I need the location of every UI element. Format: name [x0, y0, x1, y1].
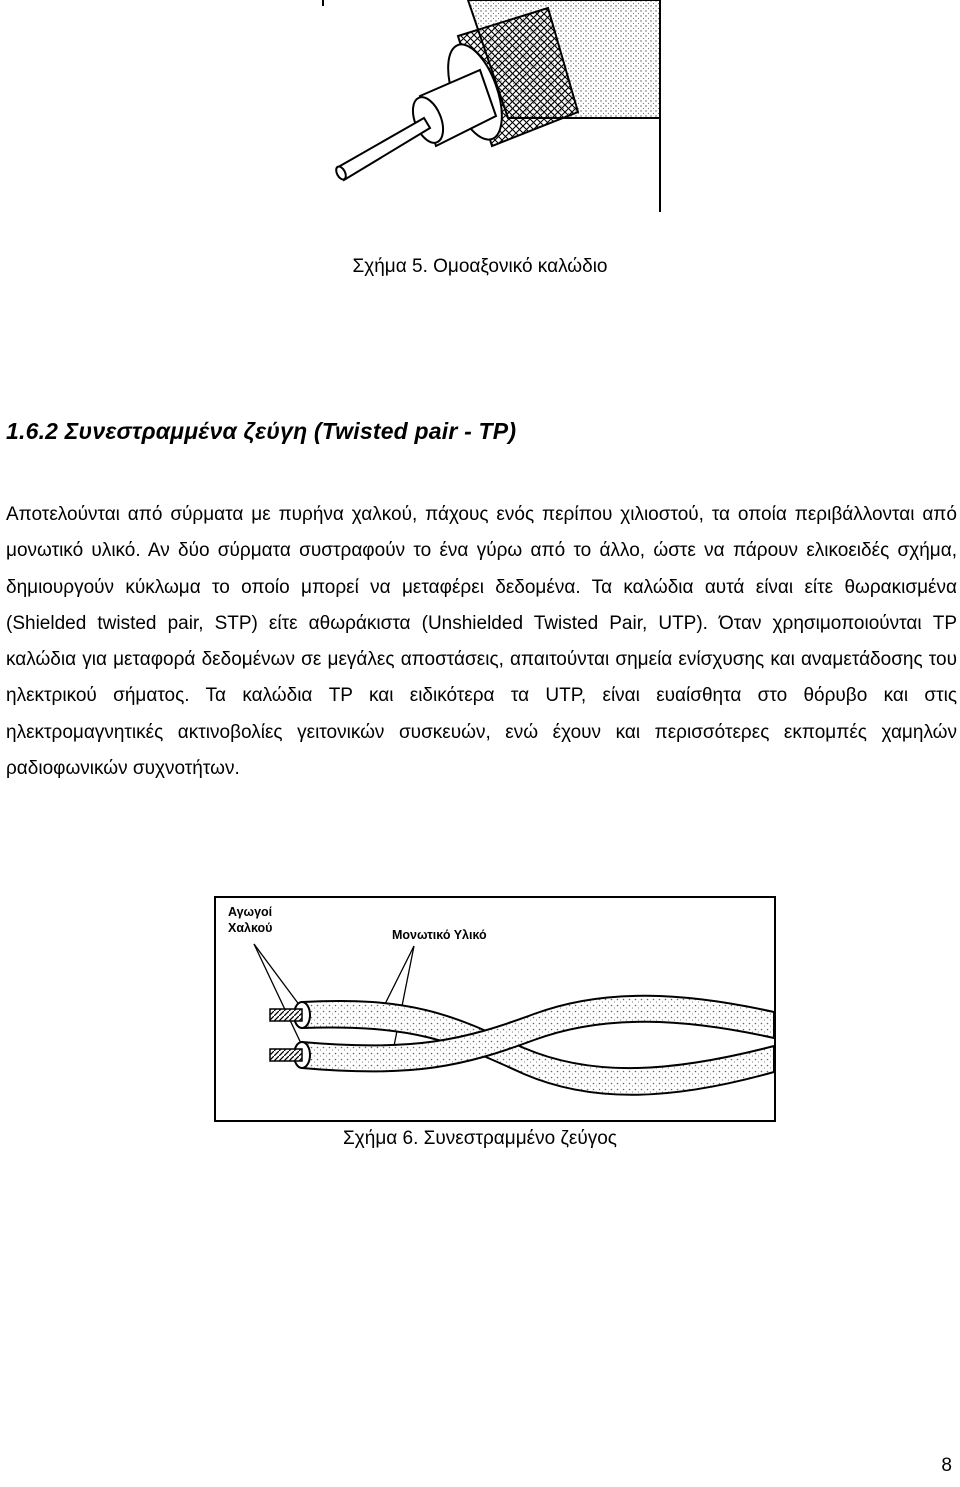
insulation-leader-line: [384, 946, 414, 1006]
copper-core: [340, 118, 430, 180]
label-insulation: Μονωτικό Υλικό: [392, 928, 487, 942]
label-conductors-line1: Αγωγοί: [228, 905, 273, 919]
section-heading: 1.6.2 Συνεστραμμένα ζεύγη (Twisted pair - TP): [6, 418, 517, 444]
conductor-leader-line: [254, 944, 306, 1054]
body-paragraph: Αποτελούνται από σύρματα με πυρήνα χαλκού, πάχους ενός περίπου χιλιοστού, τα οποία περιβάλλονται από μονωτικό υλικό. Αν δύο σύρματα συστραφούν το ένα γύρω από το άλλο, ώστε να πάρουν ελικοειδές σχήμα, δημιουργούν κύκλωμα το οποίο μπορεί να μεταφέρει δεδομένα. Τα καλώδια αυτά είναι είτε θωρακισμένα (Shielded twisted pair, STP) είτε αθωράκιστα (Unshielded Twisted Pair, UTP). Όταν χρησιμοποιούνται TP καλώδια για μεταφορά δεδομένων σε μεγάλες αποστάσεις, απαιτούνται σημεία ενίσχυσης και αναμετάδοσης του ηλεκτρικού σήματος. Τα καλώδια TP και ειδικότερα τα UTP, είναι ευαίσθητα στο θόρυβο και στις ηλεκτρομαγνητικές ακτινοβολίες γειτονικών συσκευών, ενώ έχουν και περισσότερες εκπομπές χαμηλών ραδιοφωνικών συχνοτήτων.: [6, 504, 957, 780]
coaxial-cable-figure: [320, 0, 665, 214]
page-number: 8: [941, 1455, 952, 1476]
twisted-pair-illustration: [214, 896, 776, 1122]
twisted-pair-figure: [214, 896, 776, 1122]
coaxial-cable-illustration: [320, 0, 665, 214]
copper-conductor-a: [270, 1009, 302, 1021]
copper-conductor-b: [270, 1049, 302, 1061]
figure-6-caption: Σχήμα 6. Συνεστραμμένο ζεύγος: [343, 1128, 617, 1149]
figure-5-caption: Σχήμα 5. Ομοαξονικό καλώδιο: [352, 256, 608, 277]
label-conductors-line2: Χαλκού: [228, 921, 273, 935]
